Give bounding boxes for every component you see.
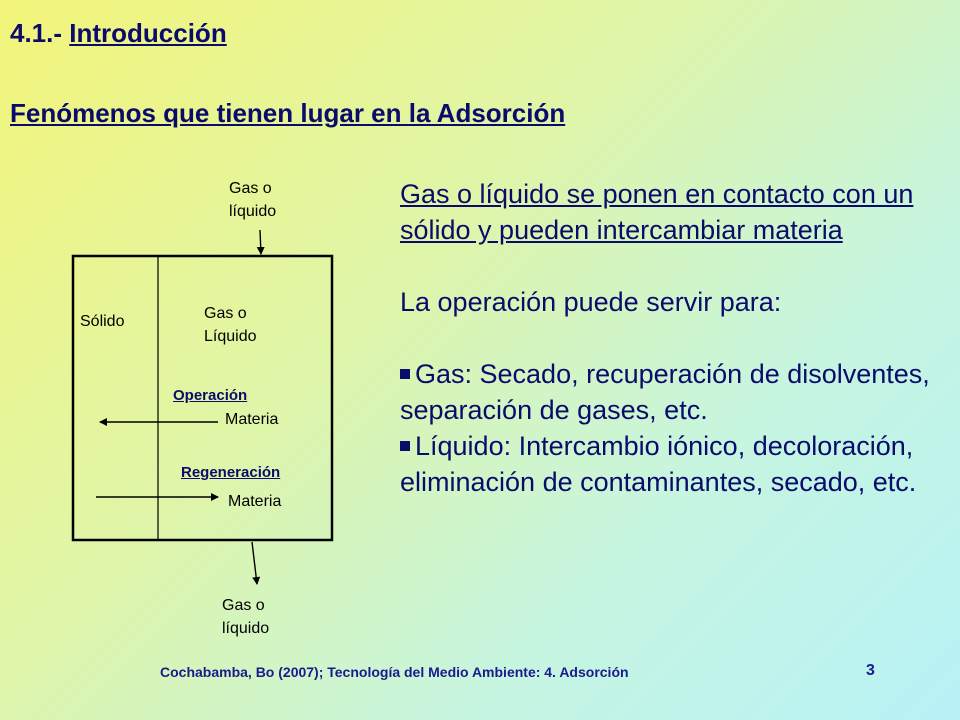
outlet-arrow	[252, 542, 257, 584]
uses-heading: La operación puede servir para:	[400, 287, 782, 317]
explanation-text	[400, 176, 940, 500]
operation-label: Operación	[173, 387, 248, 404]
fluid-label-line-2: Líquido	[204, 328, 257, 345]
outlet-label	[222, 594, 269, 640]
inlet-label-line-2: líquido	[229, 203, 277, 220]
outlet-label-line-2: líquido	[222, 620, 270, 637]
intro-paragraph: Gas o líquido se ponen en contacto con un sólido y pueden intercambiar materia	[400, 179, 914, 245]
page-number: 3	[866, 662, 875, 679]
outlet-label-line-1: Gas o	[222, 597, 265, 614]
fluid-label-line-1: Gas o	[204, 305, 247, 322]
regeneration-materia-label: Materia	[228, 493, 282, 510]
inlet-arrow	[260, 230, 261, 254]
section-title-text: Introducción	[69, 18, 227, 48]
operation-materia-label: Materia	[225, 411, 279, 428]
solid-label: Sólido	[80, 313, 125, 330]
bullet-liquid: Líquido: Intercambio iónico, decoloración, eliminación de contaminantes, secado, etc.	[400, 428, 940, 500]
section-number: 4.1.-	[10, 18, 63, 48]
footer-citation: Cochabamba, Bo (2007); Tecnología del Medio Ambiente: 4. Adsorción	[160, 664, 629, 680]
section-title	[10, 18, 227, 49]
inlet-label-line-1: Gas o	[229, 180, 272, 197]
page-subtitle: Fenómenos que tienen lugar en la Adsorción	[10, 98, 566, 128]
inlet-label	[229, 177, 276, 223]
regeneration-label: Regeneración	[181, 464, 281, 481]
fluid-label	[204, 302, 257, 348]
bullet-gas: Gas: Secado, recuperación de disolventes, separación de gases, etc.	[400, 356, 940, 428]
paragraph-gap	[400, 320, 940, 356]
paragraph-gap	[400, 248, 940, 284]
